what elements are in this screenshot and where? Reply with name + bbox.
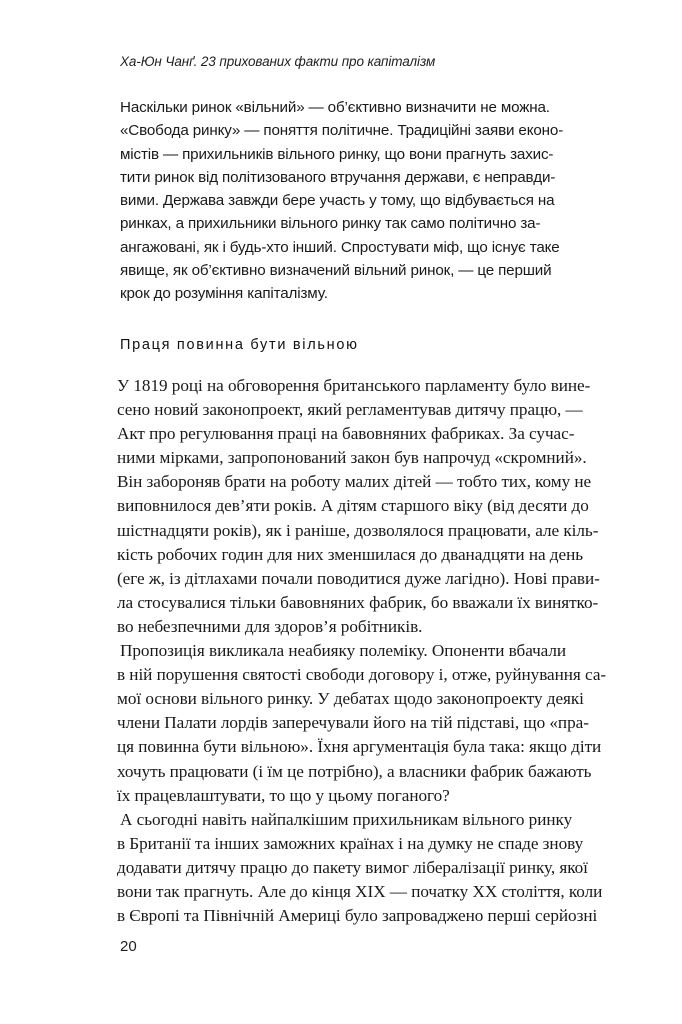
body-line: во небезпечними для здоров’я робітників.: [117, 616, 423, 636]
intro-line: «Свобода ринку» — поняття політичне. Традиційні заяви еконо-: [120, 122, 564, 140]
body-line: Акт про регулювання праці на бавовняних фабриках. За сучас-: [117, 424, 575, 444]
section-heading: Праця повинна бути вільною: [120, 337, 359, 353]
body-line: додавати дитячу працю до пакету вимог лібералізації ринку, якої: [117, 857, 588, 877]
intro-paragraph: [120, 96, 563, 306]
body-line: в ній порушення святості свободи договору і, отже, руйнування са-: [117, 665, 607, 685]
intro-line: тити ринок від політизованого втручання держави, є неправди-: [120, 168, 556, 186]
intro-line: явище, як об’єктивно визначений вільний ринок, — це перший: [120, 262, 552, 280]
body-line: ними мірками, запропонований закон був напрочуд «скромний».: [117, 448, 587, 468]
body-line: в Британії та інших заможних країнах і на думку не спаде знову: [117, 833, 584, 853]
intro-line: ринках, а прихильники вільного ринку так само політично за-: [120, 215, 541, 233]
intro-line: крок до розуміння капіталізму.: [120, 285, 328, 303]
body-line: вони так прагнуть. Але до кінця XIX — початку XX століття, коли: [117, 881, 603, 901]
body-line: (еге ж, із дітлахами почали поводитися дуже лагідно). Нові прави-: [117, 568, 600, 588]
body-line: сено новий законопроект, який регламентував дитячу працю, —: [117, 400, 583, 420]
body-line: Він забороняв брати на роботу малих дітей — тобто тих, кому не: [117, 472, 592, 492]
body-line: виповнилося дев’яти років. А дітям старшого віку (від десяти до: [117, 496, 589, 516]
intro-line: вими. Держава завжди бере участь у тому, що відбувається на: [120, 192, 555, 210]
body-line: У 1819 році на обговорення британського парламенту було вине-: [117, 376, 591, 395]
body-line: Пропозиція викликала неабияку полеміку. Опоненти вбачали: [120, 641, 567, 661]
body-line: їх працевлаштувати, то що у цьому поганого?: [117, 785, 450, 805]
page-number: 20: [120, 938, 137, 955]
intro-line: Наскільки ринок «вільний» — об’єктивно визначити не можна.: [120, 99, 550, 116]
body-line: ла стосувалися тільки бавовняних фабрик, бо вважали їх винятко-: [117, 592, 599, 612]
body-line: А сьогодні навіть найпалкішим прихильникам вільного ринку: [120, 809, 573, 829]
body-line: кість робочих годин для них зменшилася до дванадцяти на день: [117, 544, 584, 564]
intro-line: ангажовані, як і будь-хто інший. Спростувати міф, що існує таке: [120, 238, 560, 256]
body-line: ця повинна бути вільною». Їхня аргументація була така: якщо діти: [117, 737, 602, 757]
intro-line: містів — прихильників вільного ринку, що вони прагнуть захис-: [120, 145, 554, 163]
running-head: Ха-Юн Чанґ. 23 прихованих факти про капіталізм: [120, 54, 436, 69]
body-line: шістнадцяти років), як і раніше, дозволялося працювати, але кіль-: [117, 520, 599, 540]
body-line: члени Палати лордів заперечували його на тій підставі, що «пра-: [117, 713, 589, 733]
body-line: в Європі та Північній Америці було запроваджено перші серйозні: [117, 906, 598, 926]
body-text: [117, 374, 607, 928]
body-line: хочуть працювати (і їм це потрібно), а власники фабрик бажають: [117, 761, 592, 781]
body-line: мої основи вільного ринку. У дебатах щодо законопроекту деякі: [117, 689, 584, 709]
